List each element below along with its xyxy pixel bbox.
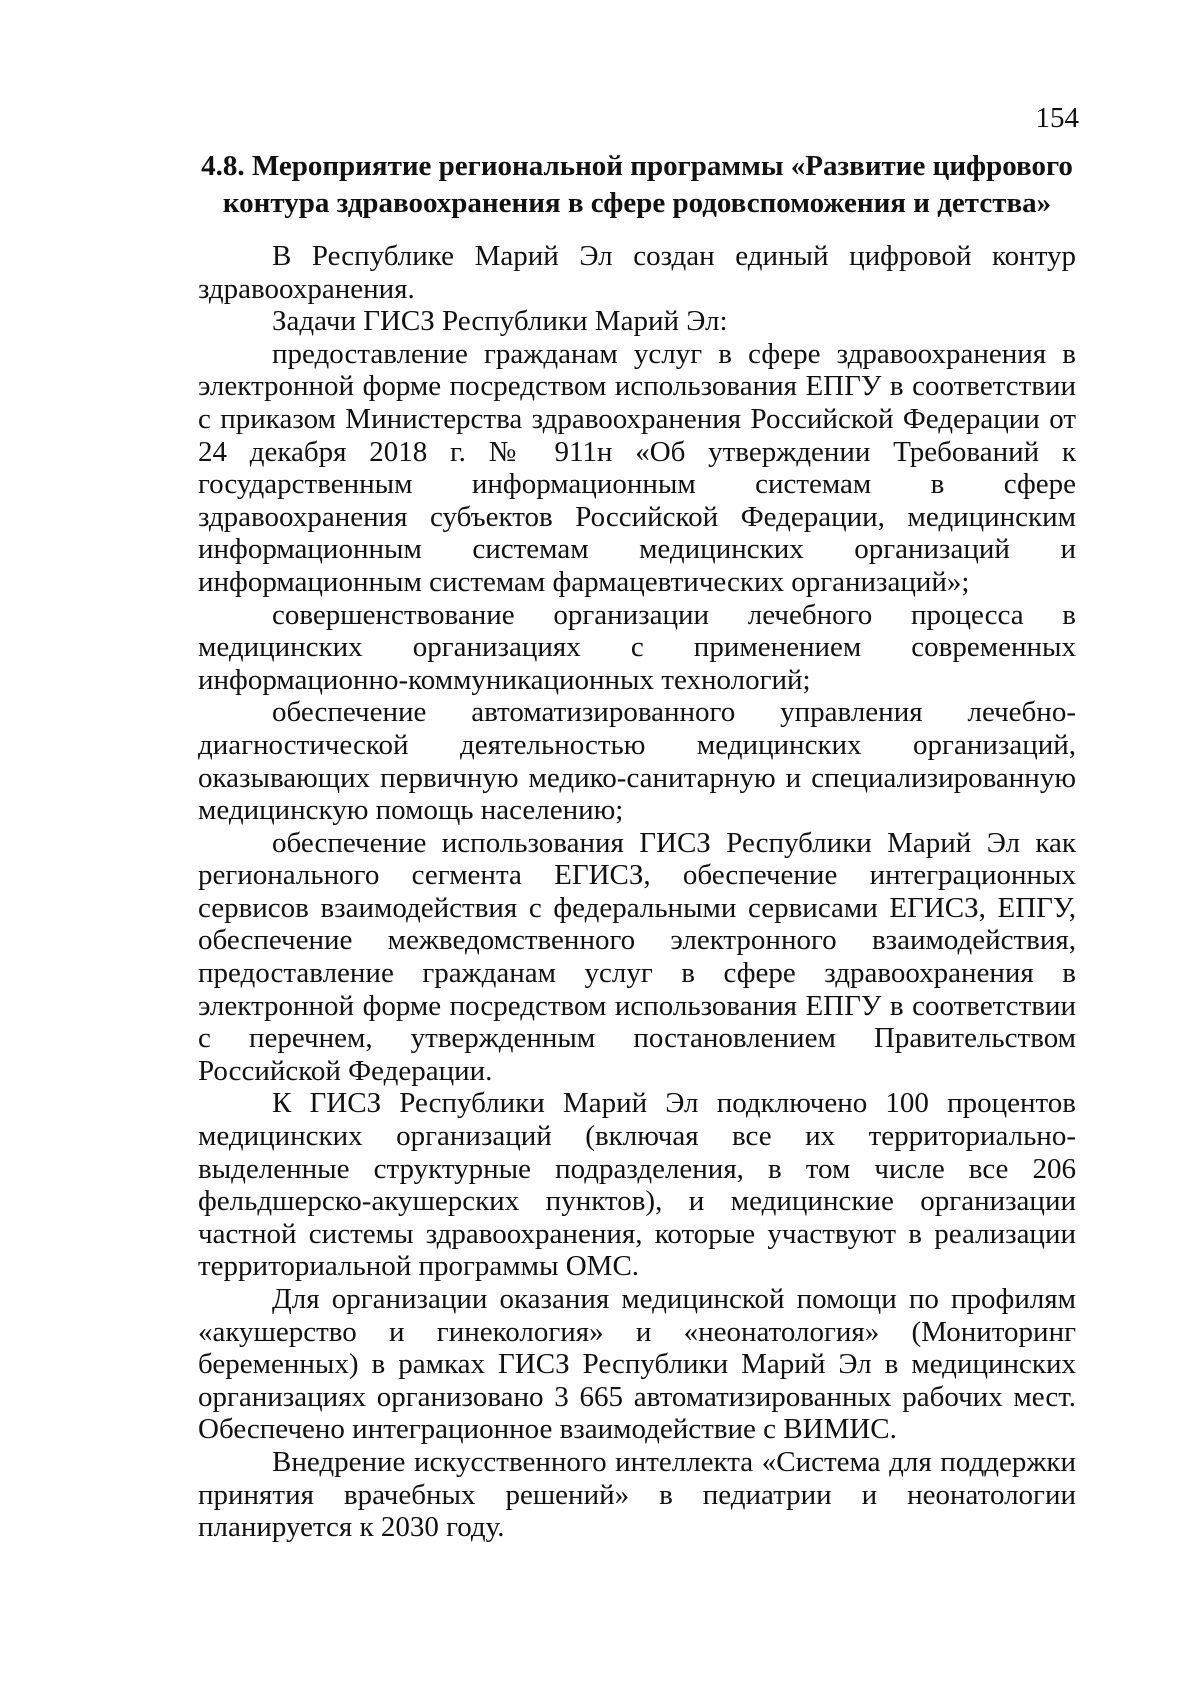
paragraph-ai-implementation: Внедрение искусственного интеллекта «Система для поддержки принятия врачебных решений» в педиатрии и неонатологии планируется к 2030 году. [198, 1445, 1076, 1544]
section-heading: 4.8. Мероприятие региональной программы «Развитие цифрового контура здравоохранения в сфере родовспоможения и детства» [201, 150, 1073, 219]
paragraph-unified-contour: В Республике Марий Эл создан единый цифровой контур здравоохранения. [198, 240, 1076, 305]
paragraph-task-services: предоставление гражданам услуг в сфере здравоохранения в электронной форме посредством использования ЕПГУ в соответствии с приказом Министерства здравоохранения Российской Федерации от 24 декабря 2018 г. № 911н «Об утверждении Требований к государственным информационным системам в сфере здравоохранения субъектов Российской Федерации, медицинским информационным системам медицинских организаций и информационным системам фармацевтических организаций»; [198, 337, 1076, 598]
paragraph-task-regional-segment: обеспечение использования ГИСЗ Республики Марий Эл как регионального сегмента ЕГИСЗ, обеспечение интеграционных сервисов взаимодействия с федеральными сервисами ЕГИСЗ, ЕПГУ, обеспечение межведомственного электронного взаимодействия, предоставление гражданам услуг в сфере здравоохранения в электронной форме посредством использования ЕПГУ в соответствии с перечнем, утвержденным постановлением Правительством Российской Федерации. [198, 826, 1076, 1087]
document-body [198, 240, 1076, 1544]
paragraph-workstations: Для организации оказания медицинской помощи по профилям «акушерство и гинекология» и «неонатология» (Мониторинг беременных) в рамках ГИСЗ Республики Марий Эл в медицинских организациях организовано 3 665 автоматизированных рабочих мест. Обеспечено интеграционное взаимодействие с ВИМИС. [198, 1283, 1076, 1446]
paragraph-connected-organizations: К ГИСЗ Республики Марий Эл подключено 100 процентов медицинских организаций (включая все их территориально-выделенные структурные подразделения, в том числе все 206 фельдшерско-акушерских пунктов), и медицинские организации частной системы здравоохранения, которые участвуют в реализации территориальной программы ОМС. [198, 1087, 1076, 1283]
paragraph-task-treatment-process: совершенствование организации лечебного процесса в медицинских организациях с применением современных информационно-коммуникационных технологий; [198, 598, 1076, 696]
paragraph-task-automated-management: обеспечение автоматизированного управления лечебно-диагностической деятельностью медицинских организаций, оказывающих первичную медико-санитарную и специализированную медицинскую помощь населению; [198, 696, 1076, 827]
paragraph-tasks-intro: Задачи ГИСЗ Республики Марий Эл: [272, 305, 728, 338]
page-number: 154 [1035, 102, 1079, 134]
